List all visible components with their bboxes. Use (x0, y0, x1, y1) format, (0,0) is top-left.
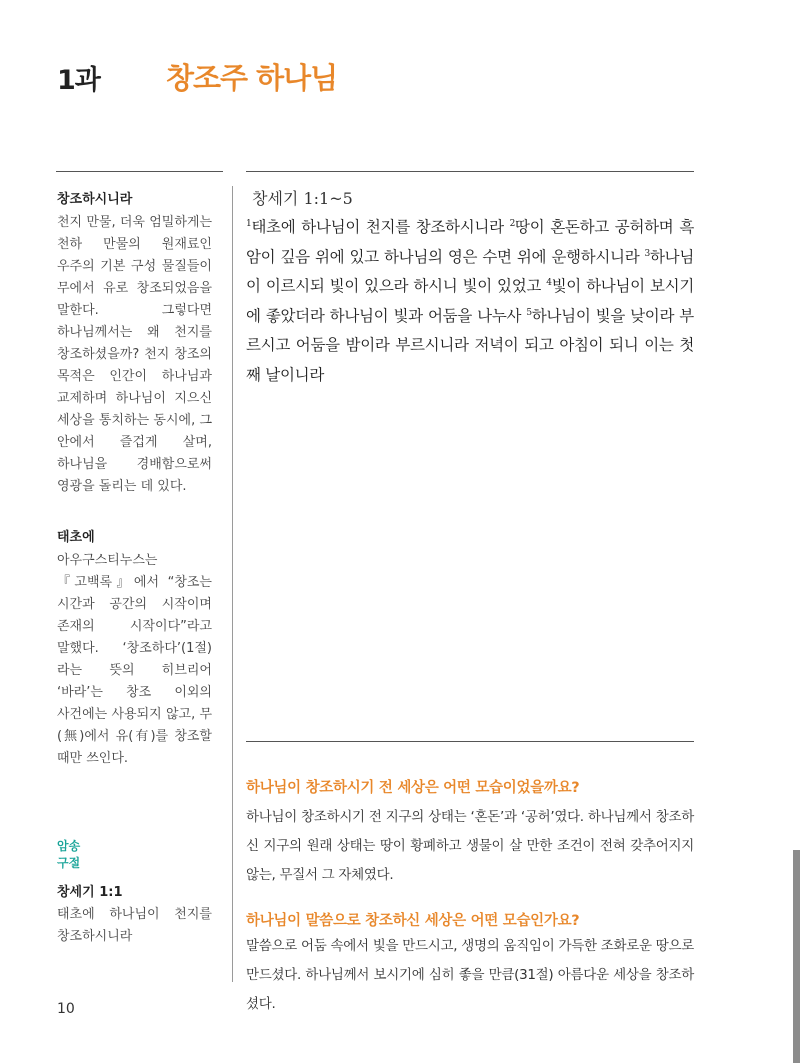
verse-text: 땅이 혼돈하고 공허하며 흑암이 깊음 위에 있고 하나님의 영은 수면 위에 운행하시니라 (246, 218, 694, 266)
lesson-title: 창조주 하나님 (166, 61, 338, 95)
sidebar-note-create (57, 188, 212, 498)
verse-number: 5 (526, 307, 532, 318)
verse-text: 빛이 하나님이 보시기에 좋았더라 하나님이 빛과 어둠을 나누사 (246, 277, 694, 325)
page-edge-tab (793, 850, 800, 1063)
sidebar-note-beginning (57, 526, 212, 770)
column-divider (232, 186, 233, 982)
sidebar-note-text: 아우구스티누스는 『고백록』에서 “창조는 시간과 공간의 시작이며 존재의 시작이다”라고 말했다. ‘창조하다’(1절)라는 뜻의 히브리어 ‘바라’는 창조 이외의 사건에는 사용되지 않고, 무(無)에서 유(有)를 창조할 때만 쓰인다. (57, 553, 212, 766)
question-block (246, 909, 694, 1019)
verse-number: 2 (509, 218, 516, 229)
verse-number: 1 (246, 218, 252, 229)
verse-number: 4 (546, 277, 552, 288)
lesson-number: 1과 (57, 65, 100, 96)
question-answer: 하나님이 창조하시기 전 지구의 상태는 ‘혼돈’과 ‘공허’였다. 하나님께서 창조하신 지구의 원래 상태는 땅이 황폐하고 생물이 살 만한 조건이 전혀 갖추어지지 않는, 무질서 그 자체였다. (246, 809, 694, 883)
verse-number: 3 (644, 248, 650, 259)
question-answer: 말씀으로 어둠 속에서 빛을 만드시고, 생명의 움직임이 가득한 조화로운 땅으로 만드셨다. 하나님께서 보시기에 심히 좋을 만큼(31절) 아름다운 세상을 창조하셨다. (246, 938, 694, 1012)
verse-text: 하나님이 이르시되 빛이 있으라 하시니 빛이 있었고 (246, 247, 694, 295)
sidebar-top-rule (56, 171, 223, 172)
scripture-passage (246, 213, 694, 390)
questions-rule (246, 741, 694, 742)
main-top-rule (246, 171, 694, 172)
page-number: 10 (57, 1001, 75, 1017)
sidebar-note-title: 창조하시니라 (57, 192, 133, 207)
memory-verse-text: 태초에 하나님이 천지를 창조하시니라 (57, 907, 212, 944)
question-heading: 하나님이 창조하시기 전 세상은 어떤 모습이었을까요? (246, 780, 580, 796)
sidebar-note-title: 태초에 (57, 530, 95, 545)
scripture-reference: 창세기 1:1~5 (252, 189, 353, 208)
sidebar-note-text: 천지 만물, 더욱 엄밀하게는 천하 만물의 원재료인 우주의 기본 구성 물질들이 무에서 유로 창조되었음을 말한다. 그렇다면 하나님께서는 왜 천지를 창조하셨을까? 천지 창조의 목적은 인간이 하나님과 교제하며 하나님이 지으신 세상을 통치하는 동시에, 그 안에서 즐겁게 살며, 하나님을 경배함으로써 영광을 돌리는 데 있다. (57, 215, 212, 494)
verse-text: 태초에 하나님이 천지를 창조하시니라 (251, 218, 510, 236)
memory-label: 암송 구절 (57, 839, 81, 870)
memory-verse (57, 838, 212, 948)
question-heading: 하나님이 말씀으로 창조하신 세상은 어떤 모습인가요? (246, 913, 580, 929)
memory-verse-ref: 창세기 1:1 (57, 885, 123, 900)
verse-text: 하나님이 빛을 낮이라 부르시고 어둠을 밤이라 부르시니라 저녁이 되고 아침이 되니 이는 첫째 날이니라 (246, 306, 694, 384)
question-block (246, 776, 694, 890)
